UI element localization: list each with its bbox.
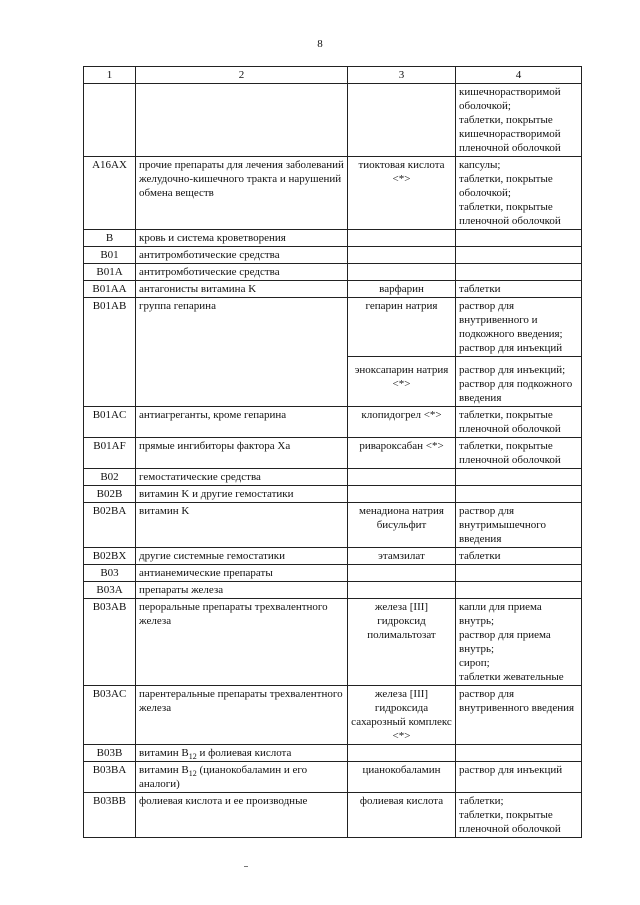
forms-cell	[456, 486, 582, 503]
group-cell: препараты железа	[136, 582, 348, 599]
form-item: таблетки	[459, 283, 501, 295]
substance-cell: менадиона натрия бисульфит	[348, 503, 456, 548]
group-text: витамин B	[139, 764, 189, 776]
forms-cell	[456, 157, 582, 230]
substance-cell	[348, 582, 456, 599]
form-item: раствор для инъекций	[459, 764, 563, 776]
table-row	[84, 745, 582, 762]
group-cell: витамин K	[136, 503, 348, 548]
form-item: раствор для инъекций	[459, 342, 563, 354]
forms-cell	[456, 298, 582, 357]
substance-cell	[348, 264, 456, 281]
group-cell: группа гепарина	[136, 298, 348, 407]
page-number: 8	[317, 38, 323, 50]
atc-code-cell: B01AF	[84, 438, 136, 469]
atc-code-cell: B	[84, 230, 136, 247]
form-item: таблетки, покрытые оболочкой;	[459, 173, 553, 199]
group-cell	[136, 84, 348, 157]
forms-cell	[456, 599, 582, 686]
substance-cell	[348, 486, 456, 503]
form-item: таблетки	[459, 550, 501, 562]
group-cell: гемостатические средства	[136, 469, 348, 486]
forms-cell	[456, 264, 582, 281]
substance-cell	[348, 565, 456, 582]
group-cell: кровь и система кроветворения	[136, 230, 348, 247]
group-cell: антиагреганты, кроме гепарина	[136, 407, 348, 438]
table-row	[84, 565, 582, 582]
atc-code-cell: B03AC	[84, 686, 136, 745]
table-row	[84, 582, 582, 599]
form-item: таблетки, покрытые пленочной оболочкой	[459, 409, 561, 435]
atc-code-cell: B02BX	[84, 548, 136, 565]
form-item: раствор для приема внутрь;	[459, 629, 551, 655]
substance-cell: ривароксабан <*>	[348, 438, 456, 469]
table-row	[84, 407, 582, 438]
header-cell-3: 3	[348, 67, 456, 84]
table-row	[84, 503, 582, 548]
atc-code-cell	[84, 84, 136, 157]
atc-code-cell: B03AB	[84, 599, 136, 686]
table-row	[84, 84, 582, 157]
forms-cell	[456, 230, 582, 247]
form-item: таблетки, покрытые пленочной оболочкой	[459, 201, 561, 227]
group-cell: антагонисты витамина K	[136, 281, 348, 298]
atc-code-cell: B02BA	[84, 503, 136, 548]
form-item: капсулы;	[459, 159, 501, 171]
subscript: 12	[188, 752, 197, 762]
form-item: таблетки, покрытые кишечнорастворимой пленочной оболочкой	[459, 114, 561, 154]
substance-cell: клопидогрел <*>	[348, 407, 456, 438]
table-row	[84, 298, 582, 357]
forms-cell	[456, 548, 582, 565]
subscript: 12	[188, 769, 197, 779]
table-row	[84, 469, 582, 486]
form-item: раствор для внутримышечного введения	[459, 505, 546, 545]
form-item: раствор для подкожного введения	[459, 378, 573, 404]
form-item: кишечнорастворимой оболочкой;	[459, 86, 561, 112]
group-cell: парентеральные препараты трехвалентного железа	[136, 686, 348, 745]
substance-cell	[348, 247, 456, 264]
substance-cell: железа [III] гидроксид полимальтозат	[348, 599, 456, 686]
substance-cell: этамзилат	[348, 548, 456, 565]
substance-cell	[348, 745, 456, 762]
atc-code-cell: B03BB	[84, 793, 136, 838]
form-item: таблетки, покрытые пленочной оболочкой	[459, 809, 561, 835]
header-cell-4: 4	[456, 67, 582, 84]
forms-cell	[456, 357, 582, 407]
table-row	[84, 486, 582, 503]
group-text: (цианокобаламин и его аналоги)	[139, 764, 308, 790]
forms-cell	[456, 686, 582, 745]
drug-table	[83, 66, 582, 838]
substance-cell: варфарин	[348, 281, 456, 298]
atc-code-cell: B01AB	[84, 298, 136, 407]
group-cell: прочие препараты для лечения заболеваний желудочно-кишечного тракта и нарушений обмена веществ	[136, 157, 348, 230]
atc-code-cell: B01AA	[84, 281, 136, 298]
group-cell: витамин K и другие гемостатики	[136, 486, 348, 503]
group-cell: другие системные гемостатики	[136, 548, 348, 565]
forms-cell	[456, 247, 582, 264]
forms-cell	[456, 438, 582, 469]
table-row	[84, 599, 582, 686]
table-row	[84, 247, 582, 264]
substance-cell: фолиевая кислота	[348, 793, 456, 838]
form-item: раствор для внутривенного и подкожного введения;	[459, 300, 563, 340]
forms-cell	[456, 503, 582, 548]
table-row	[84, 264, 582, 281]
atc-code-cell: B03B	[84, 745, 136, 762]
forms-cell	[456, 762, 582, 793]
substance-cell	[348, 469, 456, 486]
group-cell	[136, 762, 348, 793]
table-row	[84, 438, 582, 469]
table-row	[84, 230, 582, 247]
header-cell-2: 2	[136, 67, 348, 84]
forms-cell	[456, 407, 582, 438]
atc-code-cell: B02	[84, 469, 136, 486]
group-text: витамин B	[139, 747, 189, 759]
table-row	[84, 281, 582, 298]
table-row	[84, 762, 582, 793]
atc-code-cell: B01	[84, 247, 136, 264]
forms-cell	[456, 745, 582, 762]
table-row	[84, 157, 582, 230]
forms-cell	[456, 84, 582, 157]
group-cell: антитромботические средства	[136, 247, 348, 264]
form-item: таблетки;	[459, 795, 504, 807]
substance-cell: тиоктовая кислота <*>	[348, 157, 456, 230]
atc-code-cell: B03A	[84, 582, 136, 599]
scan-mark	[244, 866, 248, 867]
form-item: капли для приема внутрь;	[459, 601, 542, 627]
atc-code-cell: B01AC	[84, 407, 136, 438]
atc-code-cell: B02B	[84, 486, 136, 503]
substance-cell: цианокобаламин	[348, 762, 456, 793]
table-header-row	[84, 67, 582, 84]
header-cell-1: 1	[84, 67, 136, 84]
form-item: сироп;	[459, 657, 490, 669]
group-cell: прямые ингибиторы фактора Xa	[136, 438, 348, 469]
substance-cell: железа [III] гидроксида сахарозный комплекс <*>	[348, 686, 456, 745]
forms-cell	[456, 565, 582, 582]
atc-code-cell: B01A	[84, 264, 136, 281]
group-text: и фолиевая кислота	[196, 747, 292, 759]
form-item: таблетки жевательные	[459, 671, 564, 683]
substance-cell	[348, 230, 456, 247]
substance-cell: гепарин натрия	[348, 298, 456, 357]
forms-cell	[456, 582, 582, 599]
atc-code-cell: A16AX	[84, 157, 136, 230]
forms-cell	[456, 469, 582, 486]
group-cell	[136, 745, 348, 762]
table-row	[84, 548, 582, 565]
group-cell: фолиевая кислота и ее производные	[136, 793, 348, 838]
forms-cell	[456, 281, 582, 298]
form-item: таблетки, покрытые пленочной оболочкой	[459, 440, 561, 466]
group-cell: антианемические препараты	[136, 565, 348, 582]
table-row	[84, 686, 582, 745]
atc-code-cell: B03	[84, 565, 136, 582]
group-cell: антитромботические средства	[136, 264, 348, 281]
substance-cell	[348, 84, 456, 157]
group-cell: пероральные препараты трехвалентного железа	[136, 599, 348, 686]
form-item: раствор для внутривенного введения	[459, 688, 575, 714]
table-row	[84, 793, 582, 838]
form-item: раствор для инъекций;	[459, 364, 566, 376]
forms-cell	[456, 793, 582, 838]
atc-code-cell: B03BA	[84, 762, 136, 793]
substance-cell: эноксапарин натрия <*>	[348, 357, 456, 407]
